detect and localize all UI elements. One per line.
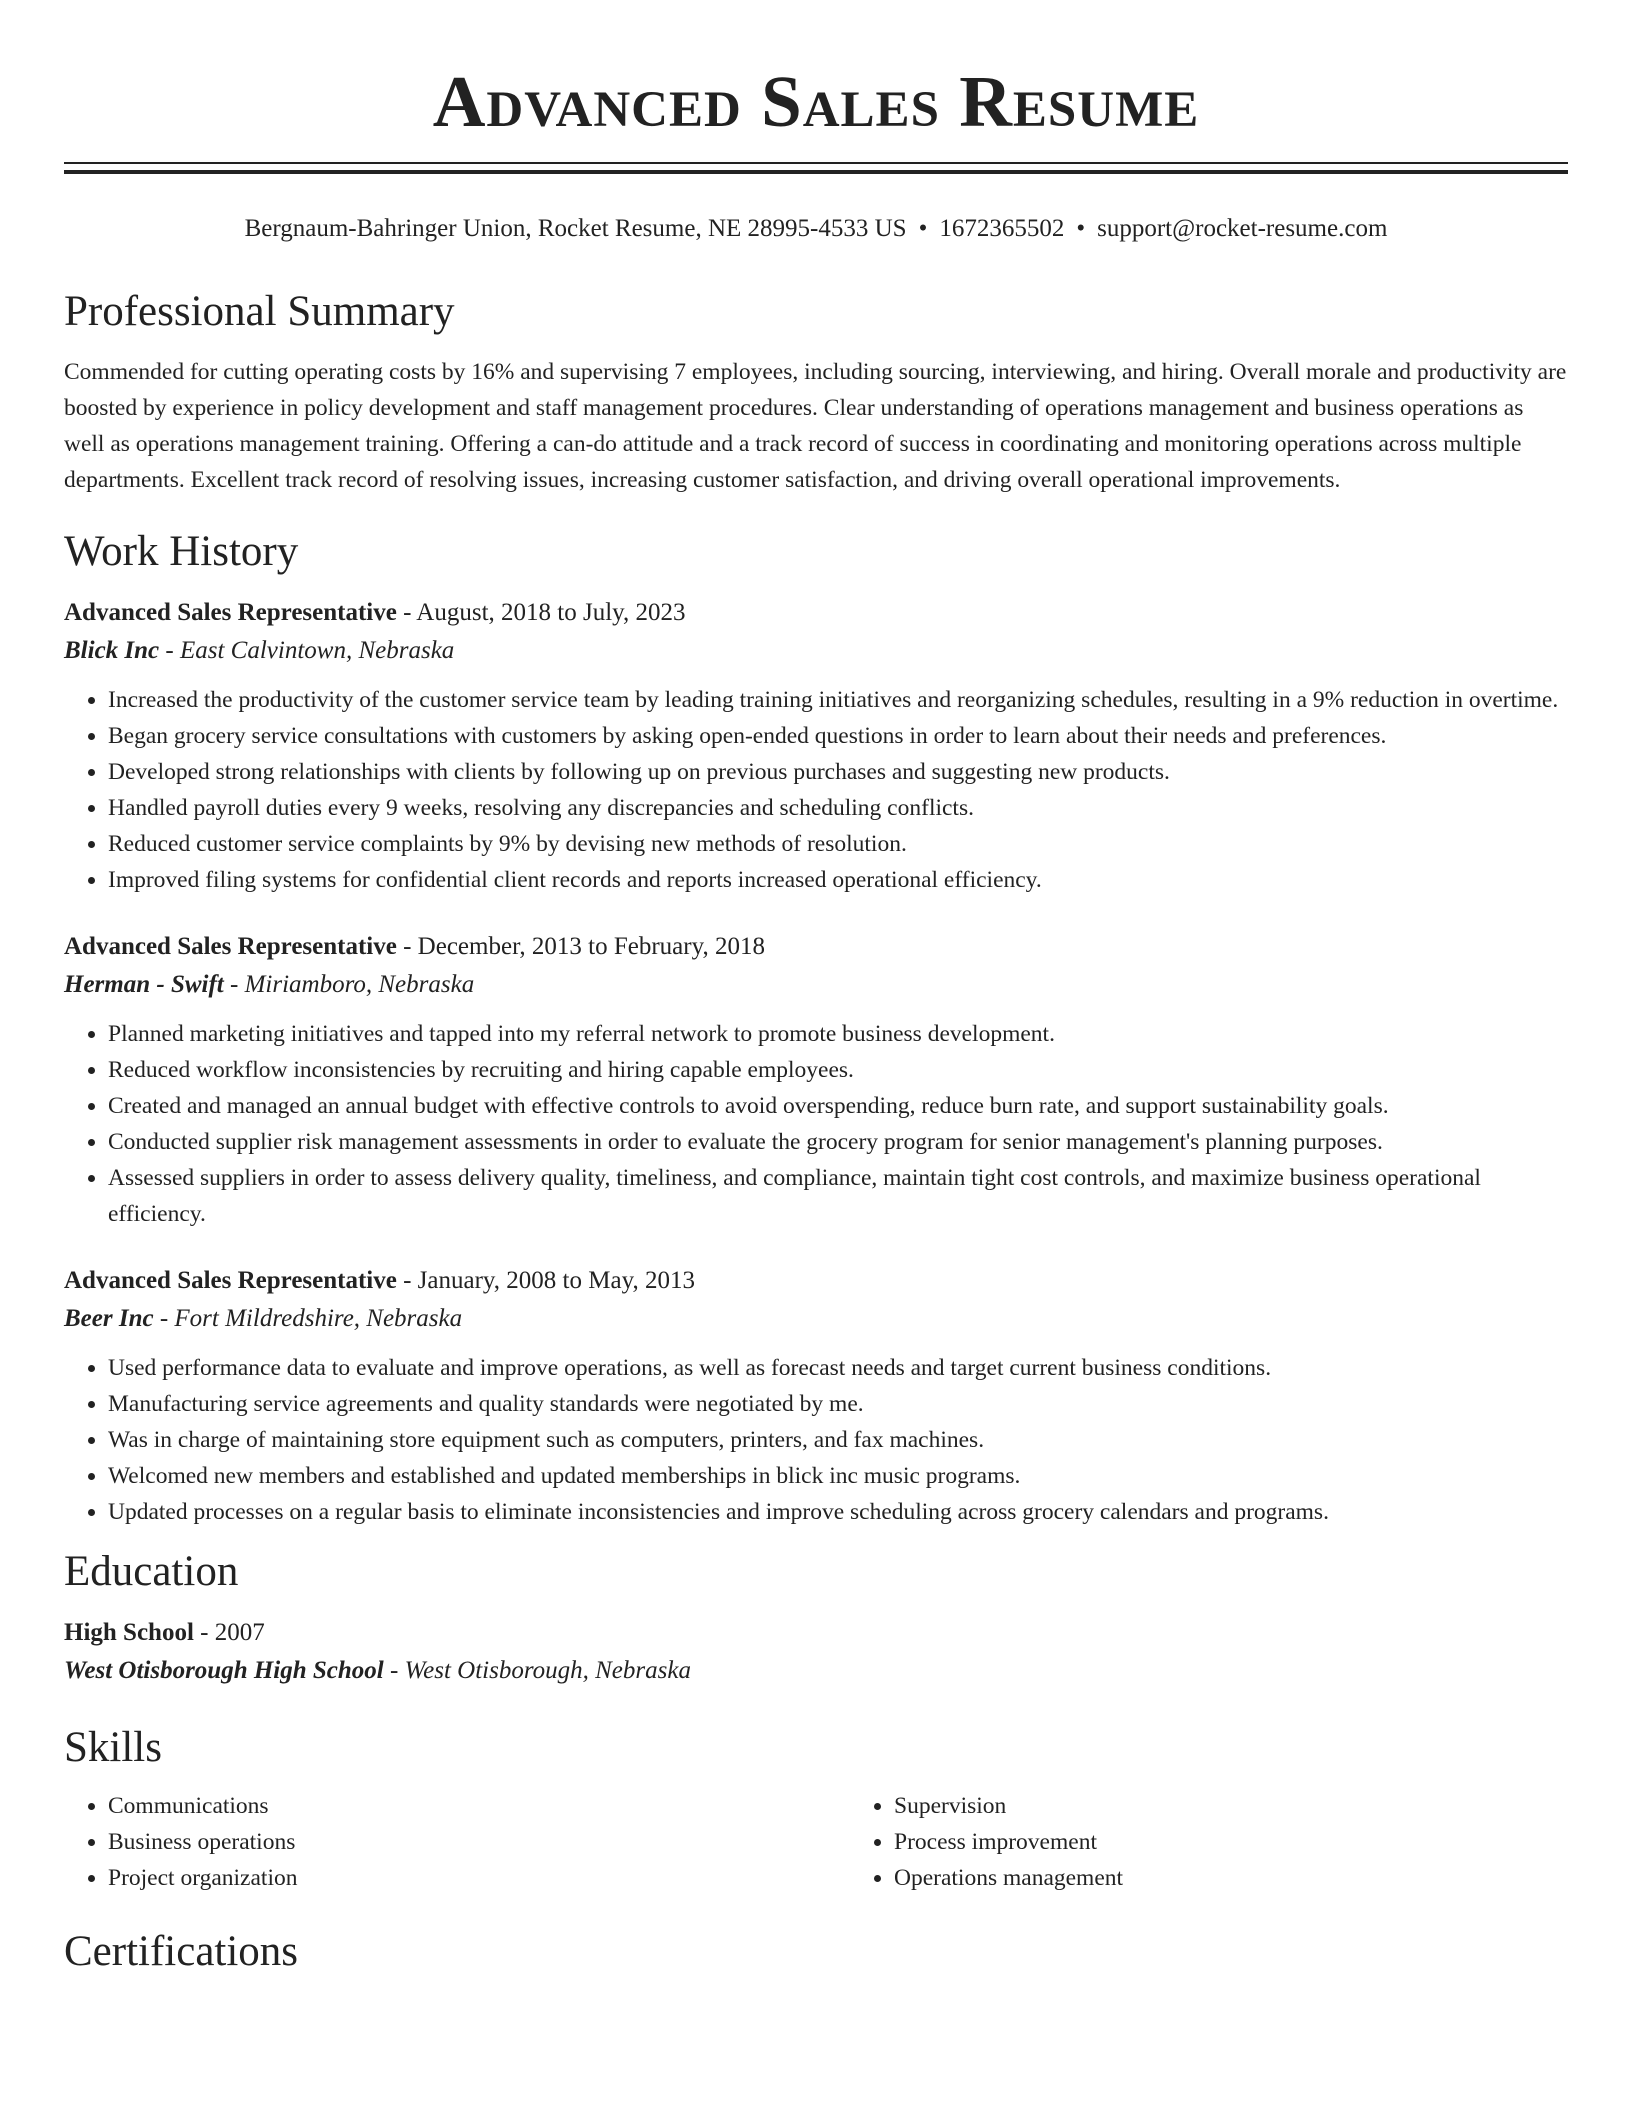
skills-list-left [64, 1788, 850, 1896]
job-bullets [64, 1016, 1568, 1232]
job-entry [64, 594, 1568, 898]
skill-item: • Business operations [108, 1824, 850, 1860]
contact-address: Bergnaum-Bahringer Union, Rocket Resume, NE 28995-4533 US [244, 215, 907, 242]
job-bullet: • Began grocery service consultations with customers by asking open-ended questions in order to learn about their needs and preferences. [108, 718, 1568, 754]
certifications-heading: Certifications [64, 1928, 299, 1975]
job-entry [64, 928, 1568, 1232]
skill-item: • Project organization [108, 1860, 850, 1896]
education-heading: Education [64, 1548, 239, 1595]
education-degree: High School [64, 1619, 194, 1646]
job-role: Advanced Sales Representative [64, 933, 397, 960]
skills-columns [64, 1788, 1568, 1896]
contact-separator: • [918, 215, 928, 242]
contact-separator: • [1076, 215, 1086, 242]
job-bullet: • Welcomed new members and established and updated memberships in blick inc music programs. [108, 1458, 1568, 1494]
job-company: Herman - Swift [64, 971, 224, 998]
job-entry [64, 1262, 1568, 1530]
job-location: - Miriamboro, Nebraska [223, 971, 475, 998]
job-role-line [64, 594, 1568, 632]
job-bullet: • Handled payroll duties every 9 weeks, resolving any discrepancies and scheduling conflicts. [108, 790, 1568, 826]
job-bullets [64, 682, 1568, 898]
skill-item: • Process improvement [894, 1824, 1632, 1860]
job-location: - East Calvintown, Nebraska [159, 637, 455, 664]
job-dates: - January, 2008 to May, 2013 [396, 1267, 695, 1294]
job-role-line [64, 1262, 1568, 1300]
job-bullet: • Updated processes on a regular basis to eliminate inconsistencies and improve scheduling across grocery calendars and programs. [108, 1494, 1568, 1530]
skills-list-right [850, 1788, 1632, 1896]
education-entry [64, 1614, 1568, 1690]
education-school: West Otisborough High School [64, 1657, 384, 1684]
job-dates: - December, 2013 to February, 2018 [396, 933, 765, 960]
contact-line [64, 212, 1568, 246]
work-history-heading: Work History [64, 528, 299, 575]
skill-item: • Supervision [894, 1788, 1632, 1824]
job-bullet: • Manufacturing service agreements and quality standards were negotiated by me. [108, 1386, 1568, 1422]
job-company-line [64, 966, 1568, 1004]
job-bullet: • Conducted supplier risk management assessments in order to evaluate the grocery program for senior management's planning purposes. [108, 1124, 1568, 1160]
job-bullet: • Reduced workflow inconsistencies by recruiting and hiring capable employees. [108, 1052, 1568, 1088]
job-bullet: • Used performance data to evaluate and improve operations, as well as forecast needs and target current business conditions. [108, 1350, 1568, 1386]
job-bullet: • Assessed suppliers in order to assess delivery quality, timeliness, and compliance, maintain tight cost controls, and maximize business operational efficiency. [108, 1160, 1568, 1232]
contact-phone: 1672365502 [939, 215, 1065, 242]
job-dates: - August, 2018 to July, 2023 [396, 599, 686, 626]
job-role: Advanced Sales Representative [64, 599, 397, 626]
job-bullet: • Was in charge of maintaining store equipment such as computers, printers, and fax machines. [108, 1422, 1568, 1458]
skills-heading: Skills [64, 1724, 162, 1771]
education-degree-line [64, 1614, 1568, 1652]
job-company-line [64, 1300, 1568, 1338]
job-bullet: • Reduced customer service complaints by 9% by devising new methods of resolution. [108, 826, 1568, 862]
job-role-line [64, 928, 1568, 966]
job-bullet: • Created and managed an annual budget with effective controls to avoid overspending, reduce burn rate, and support sustainability goals. [108, 1088, 1568, 1124]
job-company: Beer Inc [64, 1305, 154, 1332]
title-divider-thin [64, 162, 1568, 164]
education-school-line [64, 1652, 1568, 1690]
job-bullet: • Planned marketing initiatives and tapped into my referral network to promote business development. [108, 1016, 1568, 1052]
job-bullet: • Improved filing systems for confidential client records and reports increased operational efficiency. [108, 862, 1568, 898]
job-company-line [64, 632, 1568, 670]
job-role: Advanced Sales Representative [64, 1267, 397, 1294]
job-location: - Fort Mildredshire, Nebraska [153, 1305, 463, 1332]
title-divider-thick [64, 170, 1568, 174]
summary-text: Commended for cutting operating costs by 16% and supervising 7 employees, including sourcing, interviewing, and hiring. Overall morale and productivity are boosted by experience in policy development and staff management procedures. Clear understanding of operations management and business operations as well as operations management training. Offering a can-do attitude and a track record of success in coordinating and monitoring operations across multiple departments. Excellent track record of resolving issues, increasing customer satisfaction, and driving overall operational improvements. [64, 359, 1567, 493]
job-bullet: • Increased the productivity of the customer service team by leading training initiatives and reorganizing schedules, resulting in a 9% reduction in overtime. [108, 682, 1568, 718]
contact-email: support@rocket-resume.com [1097, 215, 1388, 242]
skill-item: • Communications [108, 1788, 850, 1824]
resume-title: Advanced Sales Resume [432, 61, 1200, 142]
education-year: - 2007 [193, 1619, 265, 1646]
job-company: Blick Inc [64, 637, 160, 664]
skill-item: • Operations management [894, 1860, 1632, 1896]
summary-heading: Professional Summary [64, 288, 455, 335]
education-location: - West Otisborough, Nebraska [383, 1657, 691, 1684]
job-bullets [64, 1350, 1568, 1530]
job-bullet: • Developed strong relationships with clients by following up on previous purchases and suggesting new products. [108, 754, 1568, 790]
